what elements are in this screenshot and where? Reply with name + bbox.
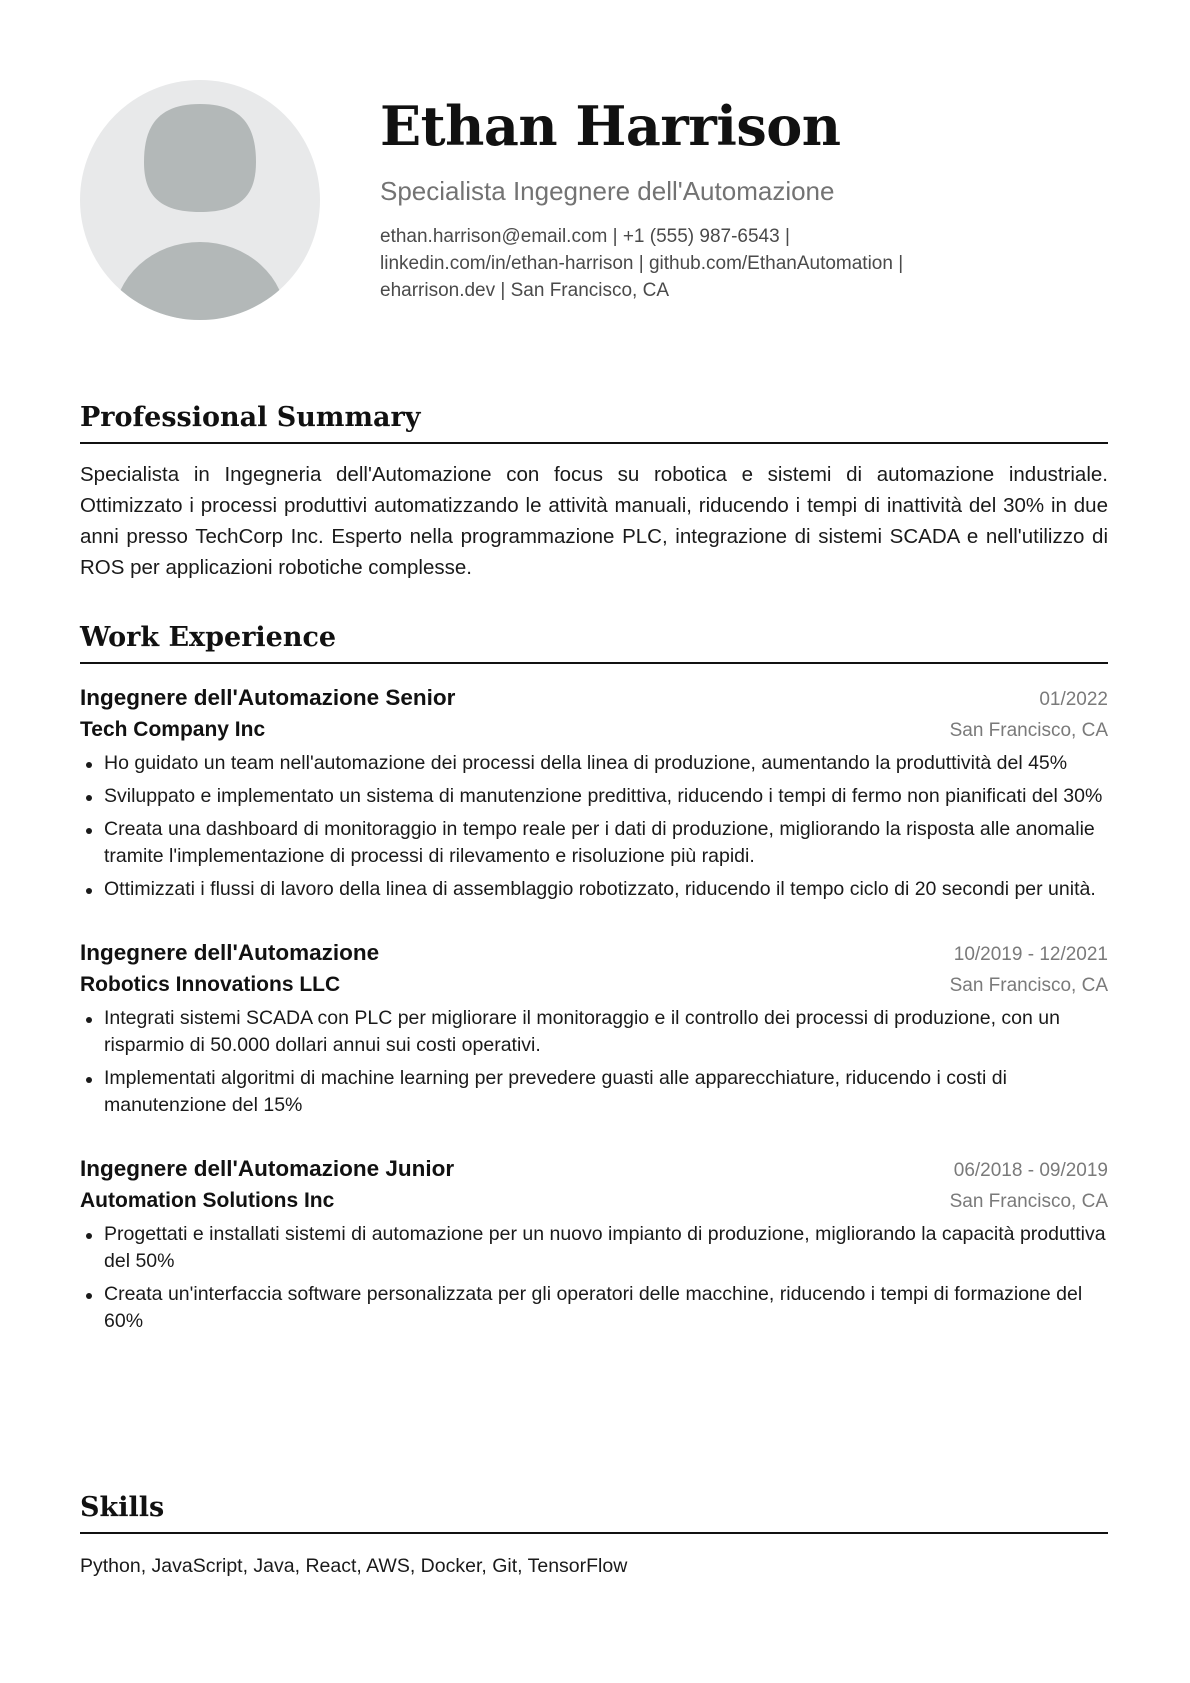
job-subheader <box>80 969 1108 1001</box>
bullet-text: Creata un'interfaccia software personalizzata per gli operatori delle macchine, riducendo i tempi di formazione del 60% <box>104 1283 1083 1332</box>
job-role: Ingegnere dell'Automazione Senior <box>80 685 456 710</box>
header <box>380 92 1108 304</box>
job-entry <box>80 937 1108 1119</box>
bullet-dot-icon <box>86 828 92 834</box>
bullet-text: Sviluppato e implementato un sistema di manutenzione predittiva, riducendo i tempi di fermo non pianificati del 30% <box>104 785 1103 807</box>
contact-line: ethan.harrison@email.com | +1 (555) 987-6543 | <box>380 226 790 247</box>
job-bullets <box>80 1005 1108 1119</box>
bullet-item <box>80 1005 1108 1059</box>
bullet-dot-icon <box>86 1293 92 1299</box>
bullet-dot-icon <box>86 762 92 768</box>
bullet-item <box>80 1221 1108 1275</box>
bullet-item <box>80 750 1108 777</box>
bullet-text: Implementati algoritmi di machine learning per prevedere guasti alle apparecchiature, riducendo i costi di manutenzione del 15% <box>104 1067 1007 1116</box>
bullet-item <box>80 1281 1108 1335</box>
job-company: Robotics Innovations LLC <box>80 973 341 996</box>
bullet-text: Creata una dashboard di monitoraggio in tempo reale per i dati di produzione, migliorando la risposta alle anomalie tramite l'implementazione di processi di rilevamento e risoluzione più rapidi. <box>104 818 1095 867</box>
candidate-name: Ethan Harrison <box>380 94 841 158</box>
job-bullets <box>80 1221 1108 1335</box>
contact-line: linkedin.com/in/ethan-harrison | github.com/EthanAutomation | <box>380 253 904 274</box>
experience-section <box>80 620 1108 1341</box>
avatar-placeholder-icon <box>80 80 320 320</box>
job-company: Automation Solutions Inc <box>80 1189 335 1212</box>
job-date: 06/2018 - 09/2019 <box>953 1160 1108 1181</box>
job-date: 10/2019 - 12/2021 <box>953 944 1108 965</box>
avatar <box>80 80 320 320</box>
job-role: Ingegnere dell'Automazione Junior <box>80 1156 455 1181</box>
job-subheader <box>80 1185 1108 1217</box>
job-header <box>80 682 1108 714</box>
contact-line: eharrison.dev | San Francisco, CA <box>380 280 670 301</box>
bullet-item <box>80 816 1108 870</box>
bullet-text: Integrati sistemi SCADA con PLC per migliorare il monitoraggio e il controllo dei processi di produzione, con un risparmio di 50.000 dollari annui sui costi operativi. <box>104 1007 1060 1056</box>
contact-info <box>380 223 1108 304</box>
job-bullets <box>80 750 1108 903</box>
resume-page <box>80 0 1108 1683</box>
bullet-item <box>80 876 1108 903</box>
bullet-dot-icon <box>86 795 92 801</box>
job-date: 01/2022 <box>1039 689 1108 710</box>
job-subheader <box>80 714 1108 746</box>
section-heading: Skills <box>80 1490 1108 1534</box>
section-heading: Work Experience <box>80 620 1108 664</box>
job-role: Ingegnere dell'Automazione <box>80 940 380 965</box>
bullet-item <box>80 783 1108 810</box>
skills-text: Python, JavaScript, Java, React, AWS, Docker, Git, TensorFlow <box>80 1555 628 1577</box>
job-location: San Francisco, CA <box>949 975 1108 996</box>
bullet-dot-icon <box>86 1017 92 1023</box>
bullet-text: Ho guidato un team nell'automazione dei processi della linea di produzione, aumentando la produttività del 45% <box>104 752 1068 774</box>
bullet-text: Progettati e installati sistemi di automazione per un nuovo impianto di produzione, migliorando la capacità produttiva del 50% <box>104 1223 1106 1272</box>
job-location: San Francisco, CA <box>949 720 1108 741</box>
bullet-item <box>80 1065 1108 1119</box>
job-location: San Francisco, CA <box>949 1191 1108 1212</box>
job-company: Tech Company Inc <box>80 718 266 741</box>
job-entry <box>80 682 1108 903</box>
bullet-dot-icon <box>86 1233 92 1239</box>
skills-section <box>80 1490 1108 1580</box>
summary-text: Specialista in Ingegneria dell'Automazione con focus su robotica e sistemi di automazione industriale. Ottimizzato i processi produttivi automatizzando le attività manuali, riducendo i tempi di inattività del 30% in due anni presso TechCorp Inc. Esperto nella programmazione PLC, integrazione di sistemi SCADA e nell'utilizzo di ROS per applicazioni robotiche complesse. <box>80 463 1108 579</box>
bullet-dot-icon <box>86 888 92 894</box>
section-heading: Professional Summary <box>80 400 1108 444</box>
job-header <box>80 937 1108 969</box>
bullet-dot-icon <box>86 1077 92 1083</box>
summary-section <box>80 400 1108 583</box>
bullet-text: Ottimizzati i flussi di lavoro della linea di assemblaggio robotizzato, riducendo il tempo ciclo di 20 secondi per unità. <box>104 878 1096 900</box>
job-entry <box>80 1153 1108 1335</box>
job-header <box>80 1153 1108 1185</box>
candidate-title: Specialista Ingegnere dell'Automazione <box>380 176 835 206</box>
